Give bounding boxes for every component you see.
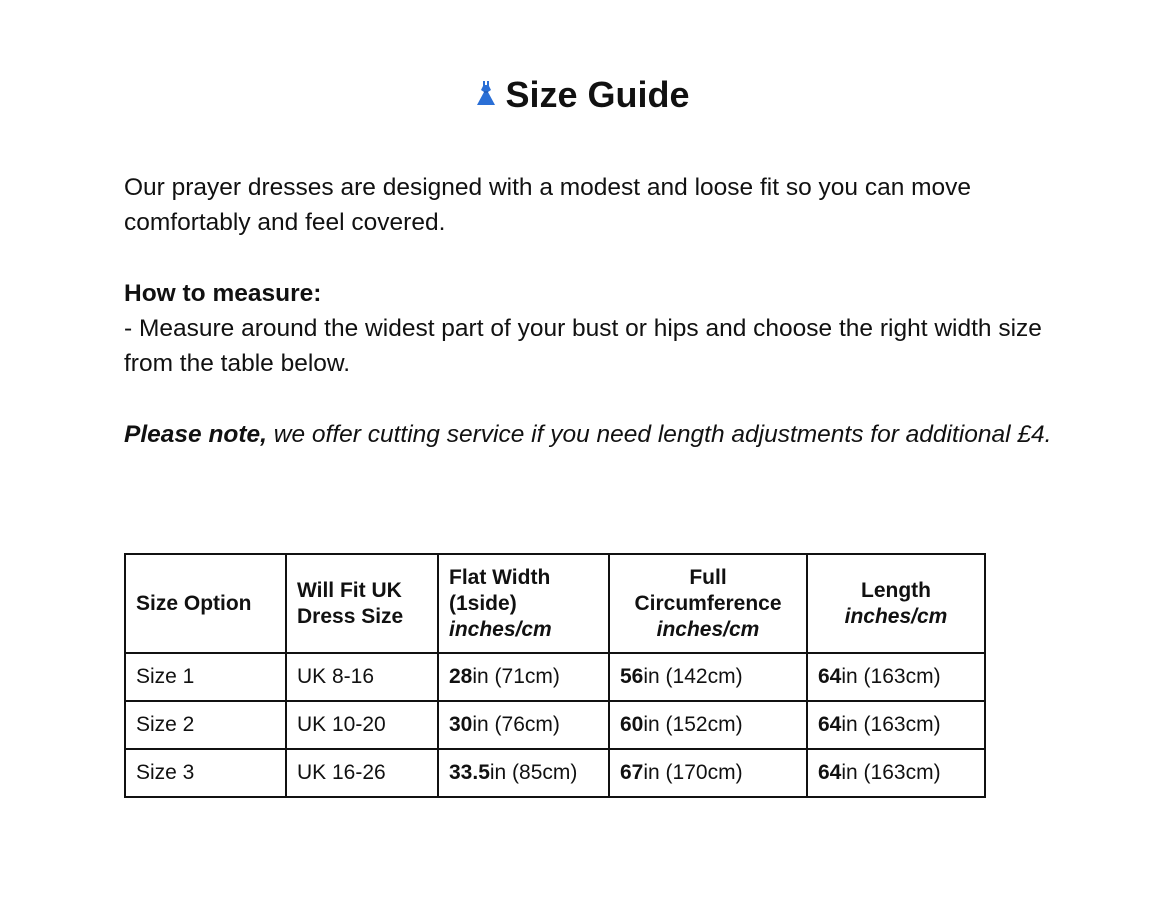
table-row [125,749,985,797]
table-row [125,701,985,749]
cell-flat-width: 33.5in (85cm) [438,749,609,797]
note-text: we offer cutting service if you need length adjustments for additional £4. [266,421,1052,448]
header-size-option: Size Option [125,554,286,653]
header-uk-size: Will Fit UK Dress Size [286,554,438,653]
title-row [0,70,1165,120]
cell-size: Size 2 [125,701,286,749]
page-title: Size Guide [505,74,690,115]
header-full-circumference: Full Circumference inches/cm [609,554,807,653]
cell-size: Size 3 [125,749,286,797]
intro-text: Our prayer dresses are designed with a modest and loose fit so you can move comfortably and feel covered. [124,174,972,236]
cell-uk: UK 16-26 [286,749,438,797]
size-table [124,553,986,798]
cell-length: 64in (163cm) [807,749,985,797]
cell-length: 64in (163cm) [807,701,985,749]
measure-text: - Measure around the widest part of your bust or hips and choose the right width size from the table below. [124,315,1042,377]
cell-length: 64in (163cm) [807,653,985,701]
cell-circumference: 56in (142cm) [609,653,807,701]
header-length: Length inches/cm [807,554,985,653]
dress-icon [475,69,497,119]
note-section [124,417,1084,452]
cell-circumference: 60in (152cm) [609,701,807,749]
note-lead: Please note, [124,421,267,448]
measure-heading: How to measure: [124,280,322,307]
cell-uk: UK 8-16 [286,653,438,701]
cell-circumference: 67in (170cm) [609,749,807,797]
cell-size: Size 1 [125,653,286,701]
table-row [125,653,985,701]
cell-flat-width: 28in (71cm) [438,653,609,701]
cell-uk: UK 10-20 [286,701,438,749]
table-header-row [125,554,985,653]
header-flat-width: Flat Width (1side) inches/cm [438,554,609,653]
cell-flat-width: 30in (76cm) [438,701,609,749]
measure-section [124,276,1084,381]
